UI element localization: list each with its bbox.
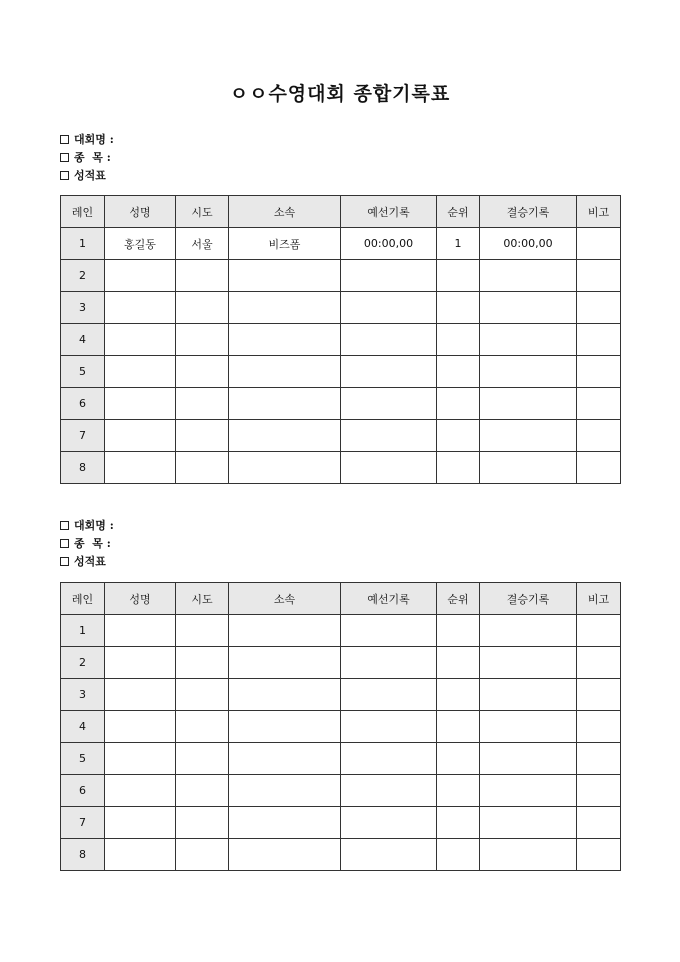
cell-remarks [577, 743, 621, 775]
cell-rank [437, 324, 480, 356]
cell-region [176, 839, 229, 871]
cell-name [105, 356, 176, 388]
cell-name [105, 452, 176, 484]
cell-name [105, 324, 176, 356]
cell-remarks [577, 228, 621, 260]
checkbox-square-icon [60, 557, 69, 566]
results-table-1 [60, 195, 621, 484]
cell-remarks [577, 292, 621, 324]
cell-lane: 5 [61, 356, 105, 388]
cell-lane: 7 [61, 807, 105, 839]
cell-remarks [577, 647, 621, 679]
cell-name [105, 679, 176, 711]
header-lane: 레인 [61, 583, 105, 615]
cell-final-record [480, 420, 577, 452]
cell-remarks [577, 615, 621, 647]
cell-affiliation [229, 647, 341, 679]
cell-rank [437, 679, 480, 711]
competition-name-label: 대회명 : [60, 517, 114, 535]
table-row [61, 324, 621, 356]
cell-remarks [577, 452, 621, 484]
table-header-row [61, 583, 621, 615]
cell-name [105, 260, 176, 292]
cell-affiliation [229, 711, 341, 743]
checkbox-square-icon [60, 539, 69, 548]
cell-lane: 6 [61, 775, 105, 807]
cell-affiliation [229, 743, 341, 775]
cell-lane: 1 [61, 615, 105, 647]
event-label: 종 목 : [60, 535, 114, 553]
cell-prelim-record [341, 324, 437, 356]
cell-region [176, 647, 229, 679]
cell-prelim-record [341, 420, 437, 452]
cell-rank [437, 807, 480, 839]
cell-remarks [577, 388, 621, 420]
cell-prelim-record [341, 743, 437, 775]
cell-lane: 8 [61, 839, 105, 871]
cell-remarks [577, 679, 621, 711]
cell-name [105, 292, 176, 324]
cell-region [176, 388, 229, 420]
cell-lane: 5 [61, 743, 105, 775]
cell-lane: 4 [61, 711, 105, 743]
cell-affiliation [229, 420, 341, 452]
cell-region [176, 615, 229, 647]
cell-region [176, 679, 229, 711]
cell-final-record [480, 324, 577, 356]
cell-lane: 4 [61, 324, 105, 356]
results-label: 성적표 [60, 167, 114, 185]
cell-affiliation [229, 775, 341, 807]
cell-remarks [577, 420, 621, 452]
cell-affiliation [229, 260, 341, 292]
header-name: 성명 [105, 196, 176, 228]
table-row [61, 292, 621, 324]
cell-final-record [480, 388, 577, 420]
cell-final-record [480, 775, 577, 807]
cell-final-record [480, 260, 577, 292]
cell-affiliation [229, 388, 341, 420]
checkbox-square-icon [60, 153, 69, 162]
header-prelim-record: 예선기록 [341, 196, 437, 228]
cell-prelim-record [341, 775, 437, 807]
cell-prelim-record [341, 615, 437, 647]
cell-affiliation [229, 292, 341, 324]
cell-rank [437, 452, 480, 484]
cell-rank [437, 615, 480, 647]
header-final-record: 결승기록 [480, 583, 577, 615]
section-2-info [60, 517, 114, 571]
table-row [61, 420, 621, 452]
checkbox-square-icon [60, 171, 69, 180]
cell-name [105, 807, 176, 839]
cell-affiliation [229, 615, 341, 647]
cell-name [105, 388, 176, 420]
table-row [61, 743, 621, 775]
cell-affiliation [229, 452, 341, 484]
cell-lane: 3 [61, 679, 105, 711]
cell-rank [437, 711, 480, 743]
table-row [61, 452, 621, 484]
competition-name-label: 대회명 : [60, 131, 114, 149]
table-row [61, 388, 621, 420]
cell-name [105, 839, 176, 871]
cell-final-record [480, 807, 577, 839]
header-region: 시도 [176, 196, 229, 228]
header-remarks: 비고 [577, 583, 621, 615]
cell-region [176, 775, 229, 807]
cell-name [105, 615, 176, 647]
cell-lane: 2 [61, 647, 105, 679]
cell-prelim-record [341, 647, 437, 679]
cell-lane: 6 [61, 388, 105, 420]
cell-rank: 1 [437, 228, 480, 260]
cell-rank [437, 839, 480, 871]
cell-prelim-record [341, 711, 437, 743]
table-header-row [61, 196, 621, 228]
cell-name: 홍길동 [105, 228, 176, 260]
cell-region [176, 807, 229, 839]
cell-region [176, 292, 229, 324]
cell-affiliation [229, 356, 341, 388]
cell-name [105, 743, 176, 775]
cell-lane: 1 [61, 228, 105, 260]
table-row [61, 228, 621, 260]
cell-final-record [480, 647, 577, 679]
cell-lane: 3 [61, 292, 105, 324]
cell-final-record [480, 356, 577, 388]
cell-final-record [480, 839, 577, 871]
cell-prelim-record [341, 839, 437, 871]
cell-rank [437, 420, 480, 452]
cell-region [176, 743, 229, 775]
header-region: 시도 [176, 583, 229, 615]
cell-rank [437, 356, 480, 388]
cell-rank [437, 743, 480, 775]
cell-name [105, 647, 176, 679]
table-row [61, 839, 621, 871]
cell-rank [437, 260, 480, 292]
cell-lane: 2 [61, 260, 105, 292]
cell-remarks [577, 356, 621, 388]
cell-final-record [480, 292, 577, 324]
cell-affiliation [229, 324, 341, 356]
cell-remarks [577, 260, 621, 292]
cell-remarks [577, 324, 621, 356]
cell-lane: 7 [61, 420, 105, 452]
cell-name [105, 711, 176, 743]
cell-rank [437, 292, 480, 324]
cell-final-record [480, 679, 577, 711]
cell-region [176, 420, 229, 452]
cell-prelim-record [341, 679, 437, 711]
cell-remarks [577, 839, 621, 871]
cell-prelim-record [341, 452, 437, 484]
table-row [61, 647, 621, 679]
cell-prelim-record: 00:00,00 [341, 228, 437, 260]
cell-region [176, 356, 229, 388]
header-name: 성명 [105, 583, 176, 615]
table-row [61, 356, 621, 388]
header-final-record: 결승기록 [480, 196, 577, 228]
cell-remarks [577, 711, 621, 743]
cell-region [176, 711, 229, 743]
checkbox-square-icon [60, 521, 69, 530]
header-remarks: 비고 [577, 196, 621, 228]
cell-region [176, 260, 229, 292]
header-affiliation: 소속 [229, 583, 341, 615]
table-row [61, 615, 621, 647]
event-label: 종 목 : [60, 149, 114, 167]
cell-prelim-record [341, 292, 437, 324]
checkbox-square-icon [60, 135, 69, 144]
cell-prelim-record [341, 356, 437, 388]
cell-region: 서울 [176, 228, 229, 260]
table-row [61, 807, 621, 839]
cell-affiliation: 비즈폼 [229, 228, 341, 260]
header-rank: 순위 [437, 196, 480, 228]
cell-region [176, 452, 229, 484]
results-label: 성적표 [60, 553, 114, 571]
cell-final-record [480, 743, 577, 775]
cell-remarks [577, 807, 621, 839]
page-title: ㅇㅇ수영대회 종합기록표 [229, 83, 451, 105]
cell-region [176, 324, 229, 356]
cell-remarks [577, 775, 621, 807]
header-rank: 순위 [437, 583, 480, 615]
table-row [61, 775, 621, 807]
section-1-info [60, 131, 114, 185]
cell-affiliation [229, 839, 341, 871]
header-prelim-record: 예선기록 [341, 583, 437, 615]
table-row [61, 679, 621, 711]
header-lane: 레인 [61, 196, 105, 228]
cell-rank [437, 647, 480, 679]
cell-final-record: 00:00,00 [480, 228, 577, 260]
table-row [61, 260, 621, 292]
table-row [61, 711, 621, 743]
cell-rank [437, 775, 480, 807]
cell-affiliation [229, 679, 341, 711]
cell-final-record [480, 452, 577, 484]
cell-prelim-record [341, 807, 437, 839]
header-affiliation: 소속 [229, 196, 341, 228]
cell-name [105, 420, 176, 452]
cell-affiliation [229, 807, 341, 839]
results-table-2 [60, 582, 621, 871]
cell-prelim-record [341, 388, 437, 420]
cell-rank [437, 388, 480, 420]
cell-lane: 8 [61, 452, 105, 484]
cell-final-record [480, 711, 577, 743]
cell-final-record [480, 615, 577, 647]
cell-prelim-record [341, 260, 437, 292]
cell-name [105, 775, 176, 807]
